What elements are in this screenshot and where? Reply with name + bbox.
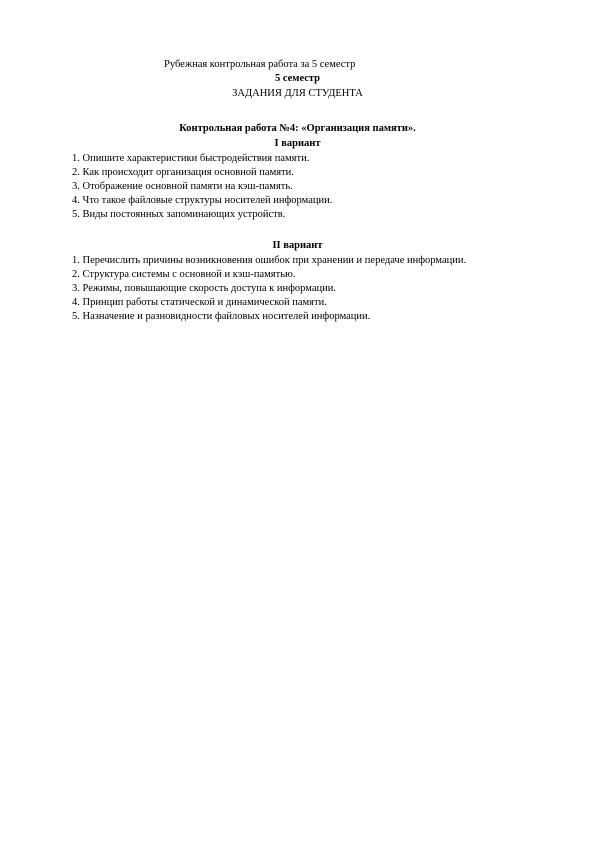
- work-title: Контрольная работа №4: «Организация памяти».: [179, 123, 416, 134]
- variant-2-title: II вариант: [272, 240, 323, 251]
- variant-2-item-4: 4. Принцип работы статической и динамической памяти.: [72, 297, 327, 308]
- variant-1-item-1: 1. Опишите характеристики быстродействия памяти.: [72, 153, 310, 164]
- variant-1-title: I вариант: [274, 138, 321, 149]
- variant-2-item-1: 1. Перечислить причины возникновения ошибок при хранении и передаче информации.: [72, 255, 467, 266]
- variant-1-item-5: 5. Виды постоянных запоминающих устройств.: [72, 209, 286, 220]
- variant-1-item-2: 2. Как происходит организация основной памяти.: [72, 167, 294, 178]
- variant-2-item-2: 2. Структура системы с основной и кэш-памятью.: [72, 269, 296, 280]
- assignment-heading: ЗАДАНИЯ ДЛЯ СТУДЕНТА: [232, 88, 363, 99]
- variant-2-item-5: 5. Назначение и разновидности файловых носителей информации.: [72, 311, 371, 322]
- variant-1-item-3: 3. Отображение основной памяти на кэш-память.: [72, 181, 293, 192]
- semester-label: 5 семестр: [274, 73, 321, 84]
- header-title: Рубежная контрольная работа за 5 семестр: [164, 59, 356, 70]
- variant-1-item-4: 4. Что такое файловые структуры носителей информации.: [72, 195, 333, 206]
- variant-2-item-3: 3. Режимы, повышающие скорость доступа к информации.: [72, 283, 336, 294]
